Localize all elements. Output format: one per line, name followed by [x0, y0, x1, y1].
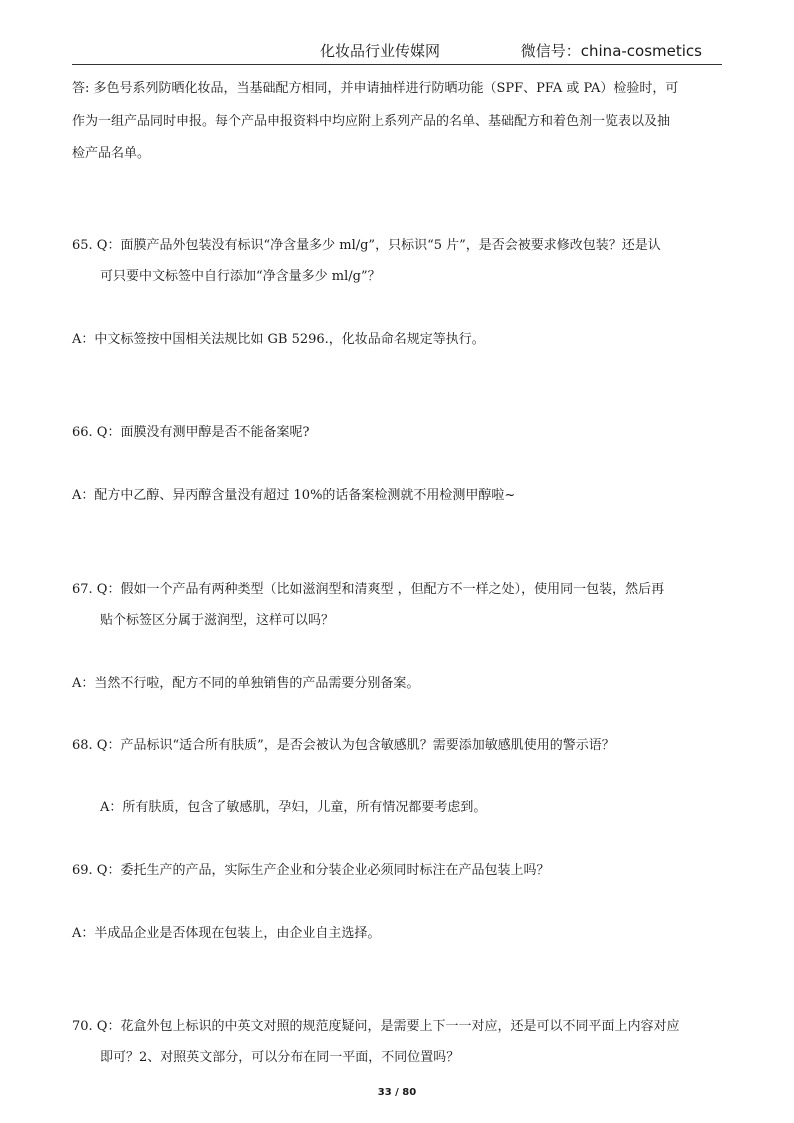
- page-header: [72, 40, 722, 65]
- answer-64-line-1: 答: 多色号系列防晒化妆品，当基础配方相同，并申请抽样进行防晒功能（SPF、PFA 或 PA）检验时，可: [72, 81, 679, 96]
- question-67-line-1: 67. Q：假如一个产品有两种类型（比如滋润型和清爽型 ，但配方不一样之处），使用同一包装，然后再: [72, 582, 665, 597]
- answer-66: A：配方中乙醇、异丙醇含量没有超过 10%的话备案检测就不用检测甲醇啦~: [72, 488, 516, 503]
- answer-67: A：当然不行啦，配方不同的单独销售的产品需要分别备案。: [72, 676, 420, 691]
- question-70-line-1: 70. Q：花盒外包上标识的中英文对照的规范度疑问，是需要上下一一对应，还是可以不同平面上内容对应: [72, 1019, 680, 1034]
- question-70-line-2: 即可？2、对照英文部分，可以分布在同一平面，不同位置吗？: [100, 1050, 460, 1065]
- answer-64-line-3: 检产品名单。: [72, 146, 151, 161]
- question-69: 69. Q：委托生产的产品，实际生产企业和分装企业必须同时标注在产品包装上吗？: [72, 863, 550, 878]
- page-number: 33 / 80: [377, 1087, 417, 1098]
- header-wechat-id: 微信号：china-cosmetics: [520, 42, 702, 60]
- answer-68: A：所有肤质，包含了敏感肌，孕妇，儿童，所有情况都要考虑到。: [100, 800, 487, 815]
- question-68: 68. Q：产品标识“适合所有肤质”，是否会被认为包含敏感肌？需要添加敏感肌使用的警示语？: [72, 738, 615, 753]
- question-65-line-2: 可只要中文标签中自行添加“净含量多少 ml/g”？: [100, 269, 381, 284]
- question-65-line-1: 65. Q：面膜产品外包装没有标识“净含量多少 ml/g”，只标识“5 片”，是否会被要求修改包装？还是认: [72, 238, 661, 253]
- header-site-name: 化妆品行业传媒网: [320, 42, 441, 60]
- answer-65: A：中文标签按中国相关法规比如 GB 5296.，化妆品命名规定等执行。: [72, 332, 485, 347]
- question-66: 66. Q：面膜没有测甲醇是否不能备案呢?: [72, 425, 310, 440]
- answer-69: A：半成品企业是否体现在包装上，由企业自主选择。: [72, 926, 381, 941]
- answer-64-line-2: 作为一组产品同时申报。每个产品申报资料中均应附上系列产品的名单、基础配方和着色剂一览表以及抽: [72, 114, 671, 129]
- question-67-line-2: 贴个标签区分属于滋润型，这样可以吗？: [100, 613, 335, 628]
